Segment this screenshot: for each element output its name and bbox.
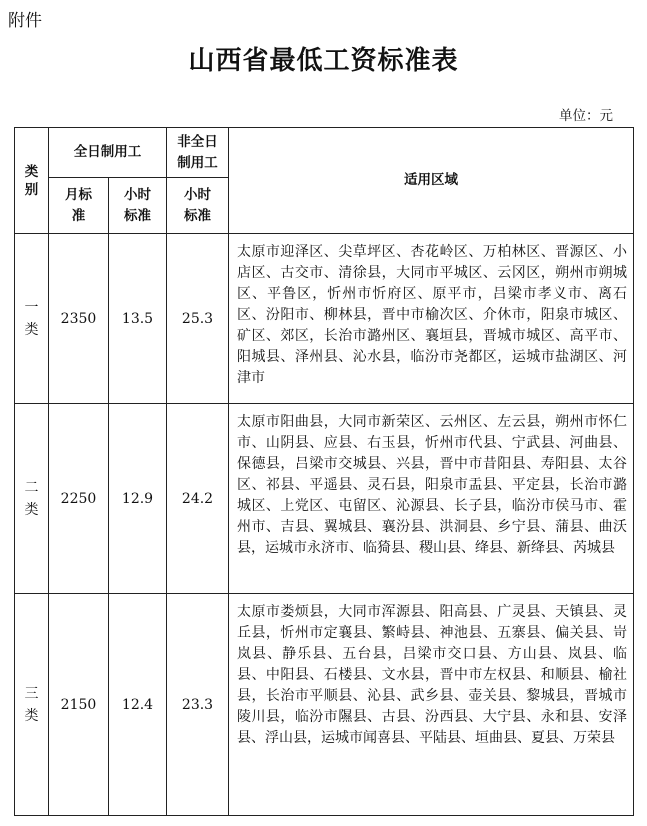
header-category: 类别 [15, 128, 49, 234]
unit-label: 单位：元 [559, 108, 613, 124]
table-row [15, 594, 634, 816]
page-title: 山西省最低工资标准表 [188, 46, 459, 76]
row-hourly: 12.4 [109, 594, 167, 816]
header-monthly: 月标准 [49, 178, 109, 234]
row-parttime-hourly: 25.3 [167, 234, 229, 404]
wage-table [14, 127, 634, 816]
row-monthly: 2150 [49, 594, 109, 816]
row-region: 太原市迎泽区、尖草坪区、杏花岭区、万柏林区、晋源区、小店区、古交市、清徐县，大同市平城区、云冈区，朔州市朔城区、平鲁区，忻州市忻府区、原平市，吕梁市孝义市、离石区、汾阳市、柳林县，晋中市榆次区、介休市，阳泉市城区、矿区、郊区，长治市潞州区、襄垣县，晋城市城区、高平市、阳城县、泽州县、沁水县，临汾市尧都区，运城市盐湖区、河津市 [229, 234, 634, 404]
row-parttime-hourly: 24.2 [167, 404, 229, 594]
row-category: 三类 [15, 594, 49, 816]
row-hourly: 12.9 [109, 404, 167, 594]
row-parttime-hourly: 23.3 [167, 594, 229, 816]
row-hourly: 13.5 [109, 234, 167, 404]
attachment-label: 附件 [8, 11, 42, 31]
row-region: 太原市娄烦县，大同市浑源县、阳高县、广灵县、天镇县、灵丘县，忻州市定襄县、繁峙县、神池县、五寨县、偏关县、岢岚县、静乐县、五台县，吕梁市交口县、方山县、岚县、临县、中阳县、石楼县、文水县，晋中市左权县、和顺县、榆社县，长治市平顺县、沁县、武乡县、壶关县、黎城县，晋城市陵川县，临汾市隰县、古县、汾西县、大宁县、永和县、安泽县、浮山县，运城市闻喜县、平陆县、垣曲县、夏县、万荣县 [229, 594, 634, 816]
header-fulltime: 全日制用工 [49, 128, 167, 178]
table-row [15, 234, 634, 404]
header-parttime-hourly: 小时标准 [167, 178, 229, 234]
header-region: 适用区域 [229, 128, 634, 234]
header-parttime: 非全日制用工 [167, 128, 229, 178]
header-hourly: 小时标准 [109, 178, 167, 234]
row-category: 一类 [15, 234, 49, 404]
row-region: 太原市阳曲县，大同市新荣区、云州区、左云县，朔州市怀仁市、山阴县、应县、右玉县，忻州市代县、宁武县、河曲县、保德县，吕梁市交城县、兴县，晋中市昔阳县、寿阳县、太谷区、祁县、平遥县、灵石县，阳泉市盂县、平定县，长治市潞城区、上党区、屯留区、沁源县、长子县，临汾市侯马市、霍州市、吉县、翼城县、襄汾县、洪洞县、乡宁县、蒲县、曲沃县，运城市永济市、临猗县、稷山县、绛县、新绛县、芮城县 [229, 404, 634, 594]
row-category: 二类 [15, 404, 49, 594]
row-monthly: 2250 [49, 404, 109, 594]
row-monthly: 2350 [49, 234, 109, 404]
table-row [15, 404, 634, 594]
